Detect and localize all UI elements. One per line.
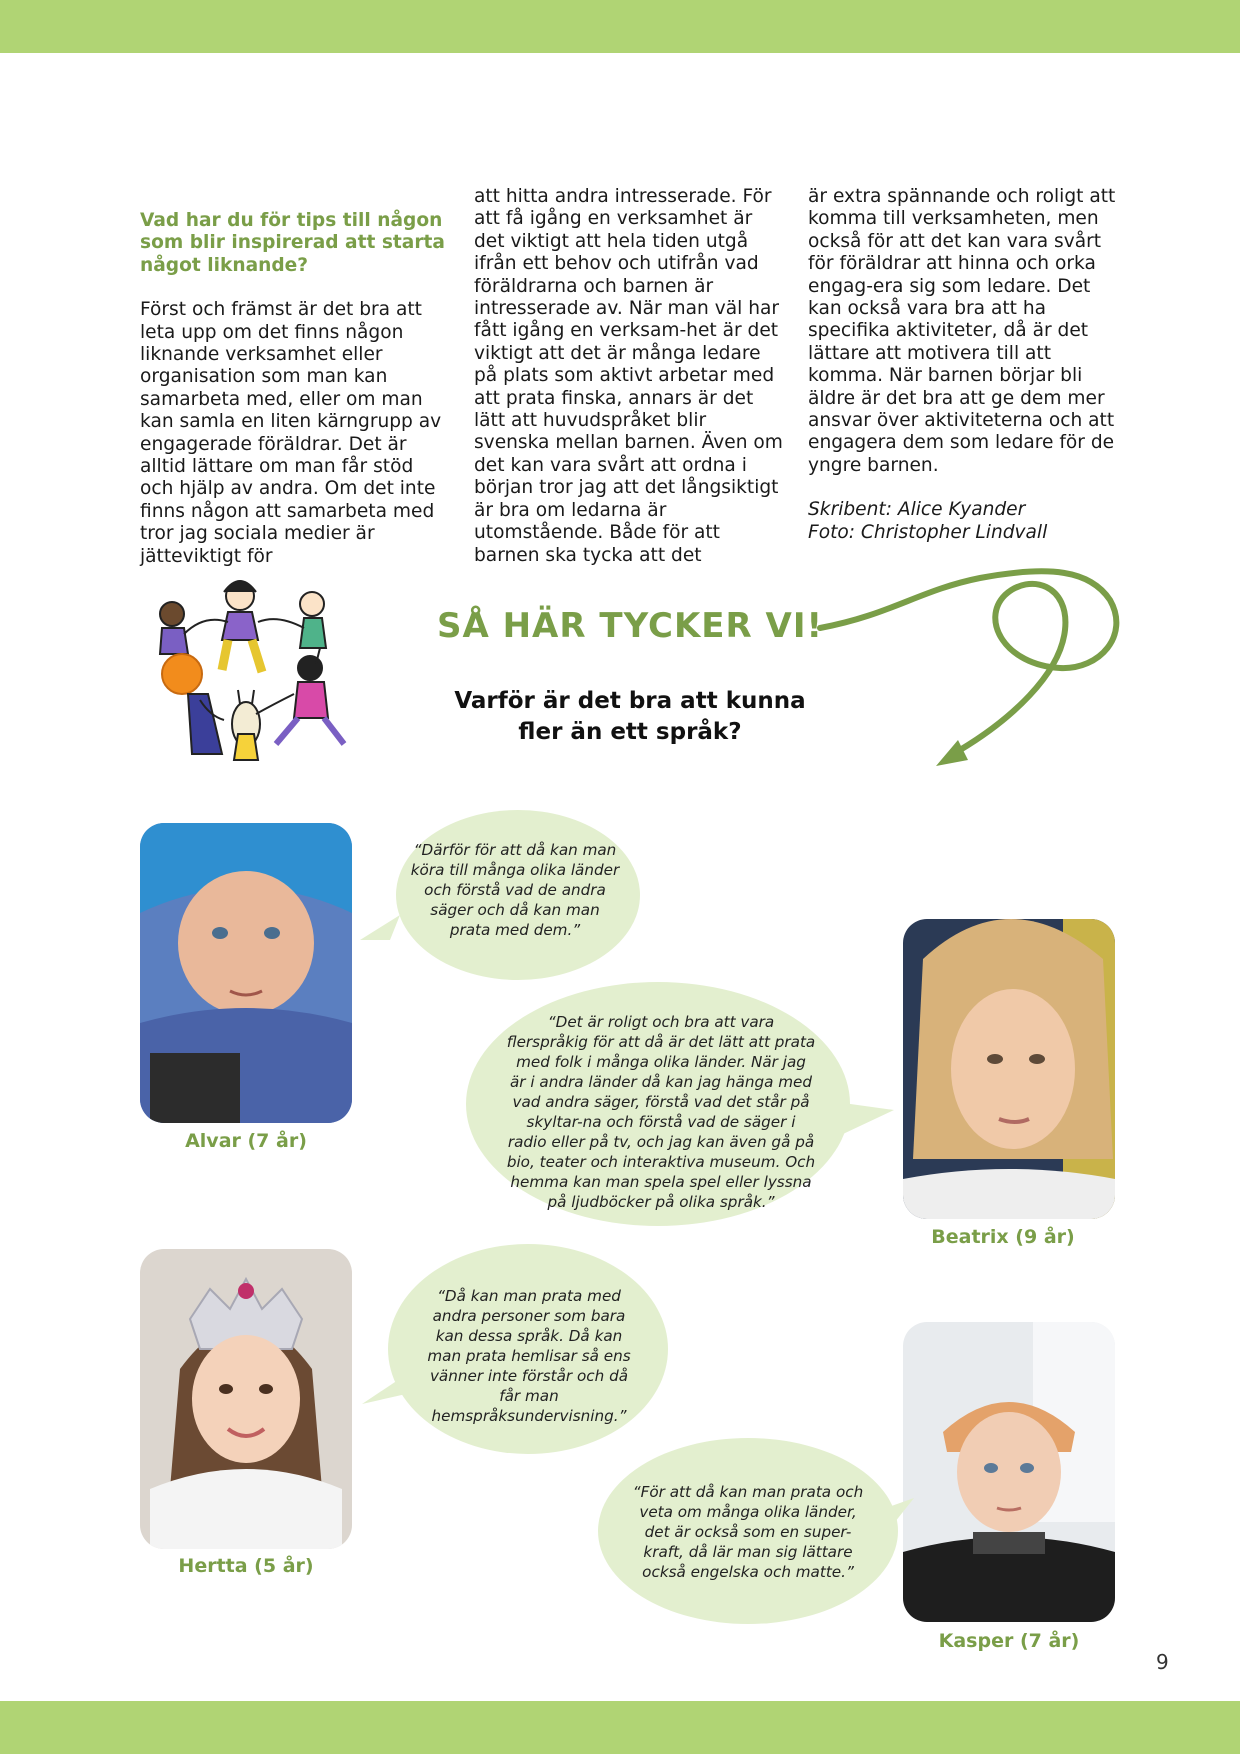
quote-bubble-alvar	[360, 810, 640, 980]
section-question: Varför är det bra att kunna fler än ett språk?	[454, 688, 806, 745]
article-body-col3: är extra spännande och roligt att komma till verksamheten, men också för att det kan vara svårt för föräldrar att hinna och orka engag-era sig som ledare. Det kan också vara bra att ha specifika aktiviteter, då är det lättare att motivera till att komma. När barnen börjar bli äldre är det bra att ge dem mer ansvar över aktiviteterna och att engagera dem som ledare för de yngre barnen.	[808, 186, 1116, 476]
article-question-heading: Vad har du för tips till någon som blir inspirerad att starta något liknande?	[140, 210, 445, 276]
article-column-2	[474, 186, 784, 567]
page-number: 9	[1156, 1650, 1169, 1674]
name-beatrix: Beatrix (9 år)	[931, 1226, 1075, 1248]
photo-hertta	[140, 1249, 352, 1549]
quote-bubble-beatrix	[466, 982, 894, 1226]
photo-beatrix	[903, 919, 1115, 1219]
top-color-band	[0, 0, 1240, 53]
curly-arrow-decoration	[810, 560, 1140, 820]
article-body-col2: att hitta andra intresserade. För att få igång en verksamhet är det viktigt att hela tiden utgå ifrån ett behov och utifrån vad föräldrarna och barnen är intresserade av. När man väl har fått igång en verksam-het är det viktigt att det är många ledare på plats som aktivt arbetar med att prata finska, annars är det lätt att huvudspråket blir svenska mellan barnen. Även om det kan vara svårt att ordna i början tror jag att det långsiktigt är bra om ledarna är utomstående. Både för att barnen ska tycka att det	[474, 186, 783, 566]
article-column-1	[140, 186, 450, 568]
writer-credit: Skribent: Alice Kyander	[808, 499, 1026, 521]
name-hertta: Hertta (5 år)	[178, 1555, 314, 1577]
quote-bubble-kasper	[598, 1438, 914, 1624]
quote-bubble-hertta	[362, 1244, 668, 1454]
photo-alvar	[140, 823, 352, 1123]
photo-credit: Foto: Christopher Lindvall	[808, 521, 1048, 543]
bottom-color-band	[0, 1701, 1240, 1754]
quote-hertta: “Då kan man prata med andra personer som bara kan dessa språk. Då kan man prata hemlisar så ens vänner inte förstår och då får man hemspråksundervisning.”	[427, 1287, 631, 1425]
article-column-3	[808, 186, 1118, 544]
name-alvar: Alvar (7 år)	[185, 1130, 307, 1152]
quote-kasper: “För att då kan man prata och veta om många olika länder, det är också som en super-kraft, då lär man sig lättare också engelska och matte.”	[632, 1483, 864, 1581]
quote-alvar: “Därför för att då kan man köra till många olika länder och förstå vad de andra säger och då kan man prata med dem.”	[410, 841, 620, 939]
photo-kasper	[903, 1322, 1115, 1622]
article-body-col1: Först och främst är det bra att leta upp om det finns någon liknande verksamhet eller organisation som man kan samarbeta med, eller om man kan samla en liten kärngrupp av engagerade föräldrar. Det är alltid lättare om man får stöd och hjälp av andra. Om det inte finns någon att samarbeta med tror jag sociala medier är jätteviktigt för	[140, 299, 442, 567]
quote-beatrix: “Det är roligt och bra att vara flerspråkig för att då är det lätt att prata med folk i många olika länder. När jag är i andra länder då kan jag hänga med vad andra säger, förstå vad det står på skyltar-na och förstå vad de säger i radio eller på tv, och jag kan även gå på bio, teater och interaktiva museum. Och hemma kan man spela spel eller lyssna på ljudböcker på olika språk.”	[506, 1013, 816, 1211]
name-kasper: Kasper (7 år)	[938, 1630, 1080, 1652]
section-title: SÅ HÄR TYCKER VI!	[436, 606, 824, 646]
children-circle-illustration	[148, 574, 360, 770]
